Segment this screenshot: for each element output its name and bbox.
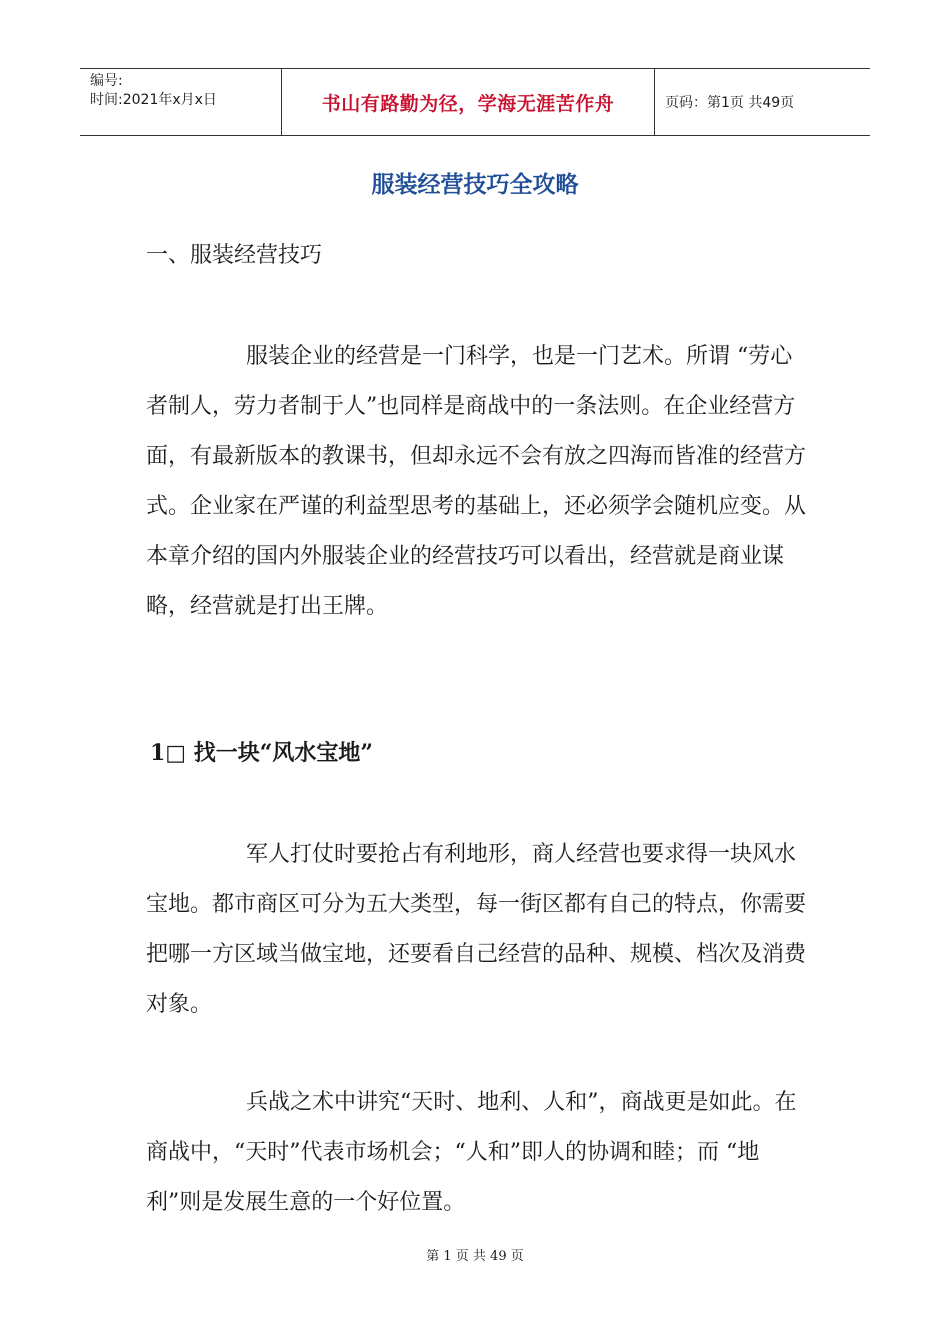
header-meta [80,69,281,135]
header-motto-cell [281,69,655,135]
paragraph-location-text: 军人打仗时要抢占有利地形，商人经营也要求得一块风水宝地。都市商区可分为五大类型，每一街区都有自己的特点，你需要把哪一方区域当做宝地，还要看自己经营的品种、规模、档次及消费对象。 [146,842,807,1017]
sub-heading: 1□ 找一块“风水宝地” [150,740,374,766]
section-heading: 一、服装经营技巧 [146,243,323,268]
page-footer: 第 1 页 共 49 页 [426,1249,524,1264]
paragraph-intro-text: 服装企业的经营是一门科学，也是一门艺术。所谓 “劳心者制人，劳力者制于人”也同样是商战中的一条法则。在企业经营方面，有最新版本的教课书，但却永远不会有放之四海而皆准的经营方式。企业家在严谨的利益型思考的基础上，还必须学会随机应变。从本章介绍的国内外服装企业的经营技巧可以看出，经营就是商业谋略，经营就是打出王牌。 [146,344,807,619]
paragraph-strategy [146,1078,806,1228]
header-page-info: 页码：第1页 共49页 [665,95,795,111]
paragraph-intro [146,332,806,632]
paragraph-strategy-text: 兵战之术中讲究“天时、地利、人和”，商战更是如此。在商战中，“天时”代表市场机会；“人和”即人的协调和睦；而 “地利”则是发展生意的一个好位置。 [146,1090,797,1215]
header-motto: 书山有路勤为径，学海无涯苦作舟 [321,92,615,115]
page-header [80,68,870,136]
document-title: 服装经营技巧全攻略 [371,171,579,198]
number-label: 编号: [90,73,123,89]
paragraph-location [146,830,806,1030]
time-label: 时间:2021年x月x日 [90,92,217,108]
